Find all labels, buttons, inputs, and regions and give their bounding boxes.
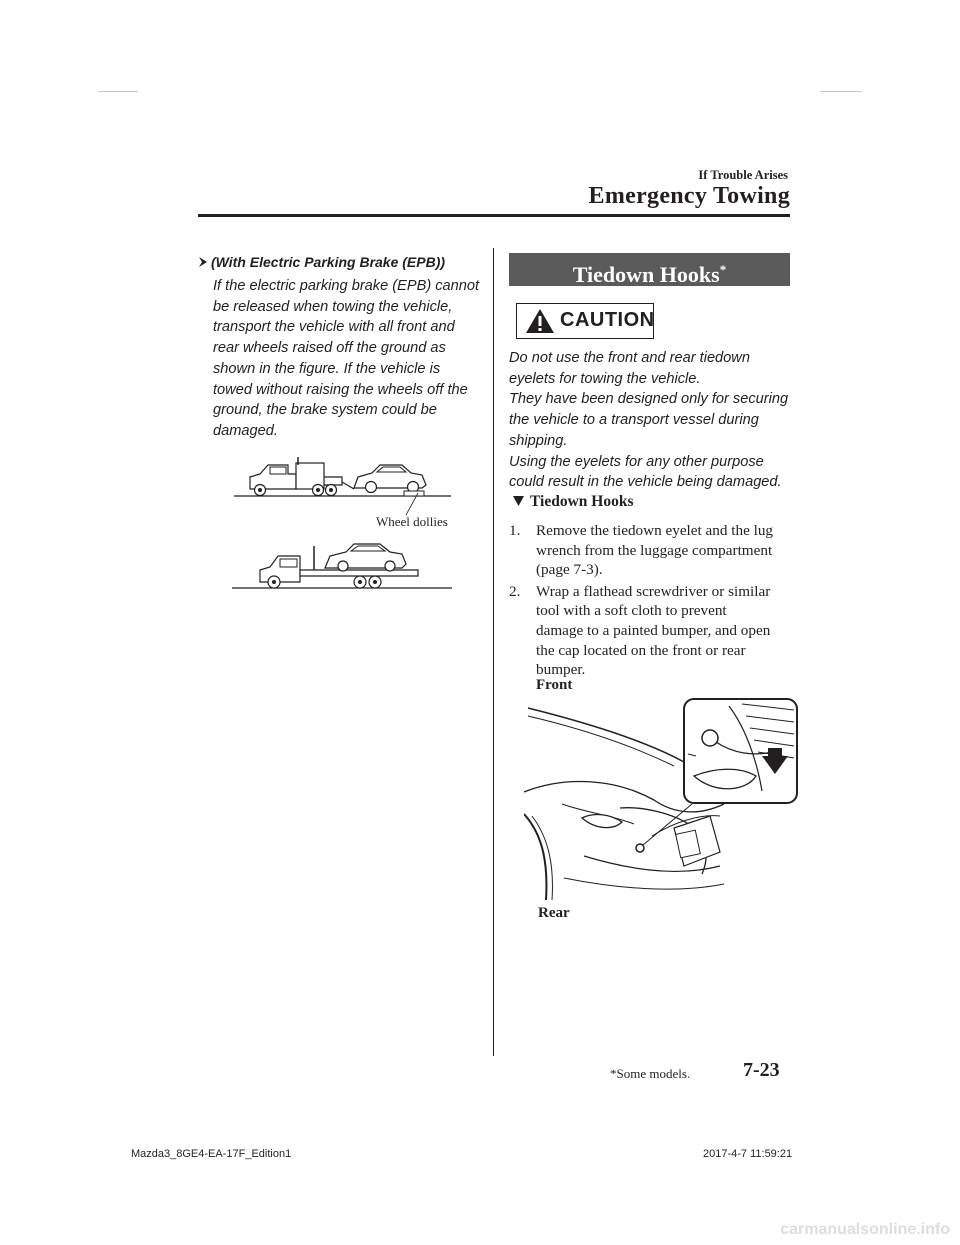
step-line: the cap located on the front or rear (536, 641, 746, 659)
step-line: damage to a painted bumper, and open (536, 621, 771, 639)
note-line: damaged. (213, 422, 278, 439)
step-item (509, 521, 794, 580)
footnote: *Some models. (610, 1066, 691, 1081)
subheading-text: Tiedown Hooks (530, 493, 634, 510)
caution-label: CAUTION (560, 309, 655, 331)
step-number: 1. (509, 522, 521, 539)
step-item (509, 582, 794, 680)
section-banner (509, 253, 790, 286)
note-line: transport the vehicle with all front and (213, 319, 455, 336)
caution-line: They have been designed only for securing (509, 391, 789, 408)
note-line: rear wheels raised off the ground as (213, 340, 446, 357)
warning-triangle-icon (525, 308, 555, 334)
front-label: Front (536, 677, 573, 693)
step-line: bumper. (536, 661, 586, 679)
note-line: shown in the figure. If the vehicle is (213, 360, 441, 377)
column-divider (493, 248, 494, 1056)
caution-line: Do not use the front and rear tiedown (509, 350, 750, 366)
step-number: 2. (509, 582, 521, 600)
print-timestamp: 2017-4-7 11:59:21 (703, 1148, 793, 1160)
document-id: Mazda3_8GE4-EA-17F_Edition1 (131, 1148, 292, 1160)
banner-title: Tiedown Hooks (572, 262, 720, 287)
caution-line: Using the eyelets for any other purpose (509, 453, 764, 470)
subheading (512, 493, 634, 511)
section-label: If Trouble Arises (698, 168, 788, 182)
banner-marker: * (719, 262, 727, 277)
step-line: tool with a soft cloth to prevent (536, 602, 727, 620)
caution-body (509, 348, 794, 493)
step-line: (page 7-3). (536, 561, 603, 579)
note-line: be released when towing the vehicle, (213, 298, 453, 315)
tow-truck-with-dollies-illustration (230, 455, 455, 517)
front-bumper-illustration (524, 696, 800, 902)
crop-mark (98, 91, 138, 92)
note-line: towed without raising the wheels off the (213, 381, 468, 398)
caution-line: shipping. (509, 432, 568, 449)
down-triangle-icon (512, 495, 525, 507)
steps-list (509, 521, 794, 682)
section-title: Emergency Towing (588, 183, 790, 209)
caution-line: eyelets for towing the vehicle. (509, 370, 701, 387)
caution-line: could result in the vehicle being damaged. (509, 474, 782, 491)
note-body (213, 276, 483, 442)
note-line: If the electric parking brake (EPB) cannot (213, 278, 480, 294)
caution-box (516, 303, 654, 339)
step-line: Wrap a flathead screwdriver or similar (536, 582, 771, 600)
flatbed-carrier-illustration (230, 540, 455, 592)
crop-mark (820, 91, 862, 92)
watermark: carmanualsonline.info (780, 1221, 950, 1238)
page-number: 7-23 (743, 1059, 780, 1081)
step-text (536, 582, 770, 680)
step-line: Remove the tiedown eyelet and the lug (536, 522, 774, 539)
note-line: ground, the brake system could be (213, 402, 437, 419)
step-text (536, 521, 773, 580)
arrowhead-bullet-icon (198, 256, 208, 268)
rear-label: Rear (538, 905, 570, 921)
note-heading (198, 254, 445, 272)
wheel-dollies-label: Wheel dollies (376, 514, 448, 529)
note-heading-text: (With Electric Parking Brake (EPB)) (211, 254, 446, 270)
header-rule (198, 214, 790, 217)
caution-line: the vehicle to a transport vessel during (509, 412, 759, 429)
step-line: wrench from the luggage compartment (536, 541, 773, 559)
